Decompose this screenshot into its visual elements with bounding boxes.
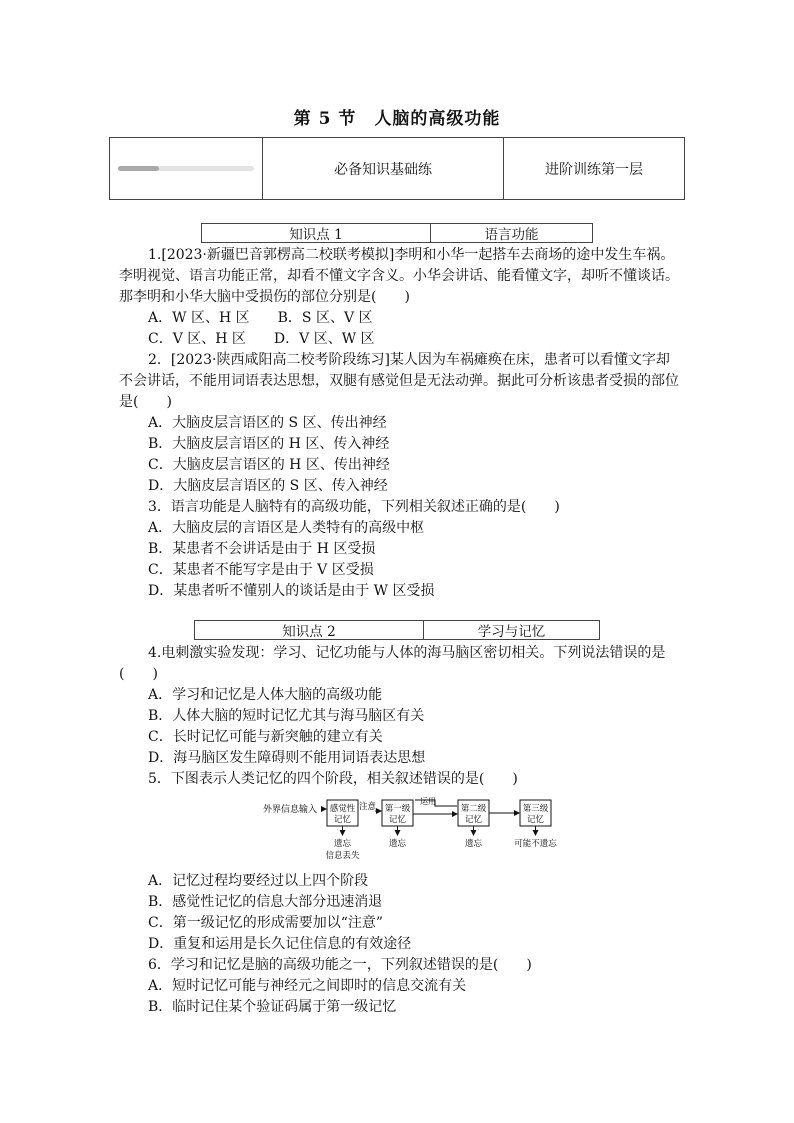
q5-line1: 5．下图表示人类记忆的四个阶段，相关叙述错误的是( ): [148, 771, 518, 787]
section-header-table: [109, 137, 685, 200]
box1-line1: 感觉性: [329, 804, 356, 814]
box1-line2: 记忆: [333, 815, 352, 825]
forget2-label: 遗忘: [388, 839, 407, 849]
q3-option-c: C．某患者不能写字是由于 V 区受损: [148, 562, 374, 578]
box3-line2: 记忆: [464, 815, 483, 825]
q4-line1: 4.电刺激实验发现：学习、记忆功能与人体的海马脑区密切相关。下列说法错误的是: [148, 645, 666, 661]
q5-option-a: A．记忆过程均要经过以上四个阶段: [148, 873, 369, 889]
q4-option-b: B．人体大脑的短时记忆尤其与海马脑区有关: [148, 708, 425, 724]
box2-line1: 第一级: [384, 804, 411, 814]
memory-stages-diagram: [260, 795, 565, 865]
q2-line3: 是( ): [119, 394, 172, 410]
q2-line2: 不会讲话，不能用词语表达思想，双腿有感觉但是无法动弹。据此可分析该患者受损的部位: [119, 373, 679, 389]
progress-cell: [110, 138, 263, 199]
attention-label: 注意: [359, 802, 377, 812]
q6-option-a: A．短时记忆可能与神经元之间即时的信息交流有关: [148, 978, 467, 994]
header-basic-practice: 必备知识基础练: [263, 138, 504, 199]
kp1-topic: 语言功能: [484, 227, 539, 243]
q4-option-c: C．长时记忆可能与新突触的建立有关: [148, 729, 383, 745]
q1-line2: 李明视觉、语言功能正常，却看不懂文字含义。小华会讲话、能看懂文字，却听不懂谈话。: [119, 268, 679, 284]
q1-options-ab: A．W 区、H 区 B．S 区、V 区: [148, 310, 373, 326]
kp2-label: 知识点 2: [195, 621, 424, 639]
forget1-line1: 遗忘: [333, 839, 352, 849]
box3-line1: 第二级: [460, 804, 487, 814]
page-title: 第 5 节 人脑的高级功能: [293, 109, 501, 129]
progress-bar: [118, 166, 254, 171]
q2-option-d: D．大脑皮层言语区的 S 区、传入神经: [148, 478, 388, 494]
q5-option-b: B．感觉性记忆的信息大部分迅速消退: [148, 894, 383, 910]
progress-fill: [118, 166, 159, 171]
q1-options-cd: C．V 区、H 区 D．V 区、W 区: [148, 331, 375, 347]
knowledge-point-2: [194, 620, 600, 640]
q2-option-b: B．大脑皮层言语区的 H 区、传入神经: [148, 436, 390, 452]
q6-line1: 6．学习和记忆是脑的高级功能之一，下列叙述错误的是( ): [148, 957, 532, 973]
q3-option-d: D．某患者听不懂别人的谈话是由于 W 区受损: [148, 583, 435, 599]
header-advanced-practice: 进阶训练第一层: [545, 161, 643, 178]
q3-option-a: A．大脑皮层的言语区是人类特有的高级中枢: [148, 520, 425, 536]
knowledge-point-1: [201, 223, 593, 243]
q3-option-b: B．某患者不会讲话是由于 H 区受损: [148, 541, 376, 557]
q2-option-c: C．大脑皮层言语区的 H 区、传出神经: [148, 457, 390, 473]
box4-line2: 记忆: [526, 815, 545, 825]
q2-line1: 2．[2023·陕西咸阳高二校考阶段练习]某人因为车祸瘫痪在床，患者可以看懂文字却: [148, 352, 670, 368]
q1-line1: 1.[2023·新疆巴音郭楞高二校联考模拟]李明和小华一起搭车去商场的途中发生车祸。: [148, 247, 675, 263]
q4-option-d: D．海马脑区发生障碍则不能用词语表达思想: [148, 750, 426, 766]
q5-option-c: C．第一级记忆的形成需要加以“注意”: [148, 915, 384, 931]
forget1-line2: 信息丢失: [325, 851, 360, 861]
q2-option-a: A．大脑皮层言语区的 S 区、传出神经: [148, 415, 387, 431]
q3-line1: 3．语言功能是人脑特有的高级功能，下列相关叙述正确的是( ): [148, 499, 560, 515]
never-forget-label: 可能不遗忘: [514, 839, 557, 849]
use-label: 运用: [420, 797, 436, 806]
forget3-label: 遗忘: [464, 839, 483, 849]
kp1-label: 知识点 1: [202, 224, 431, 242]
q6-option-b: B．临时记住某个验证码属于第一级记忆: [148, 999, 397, 1015]
q4-option-a: A．学习和记忆是人体大脑的高级功能: [148, 687, 383, 703]
box2-line2: 记忆: [388, 815, 407, 825]
q5-option-d: D．重复和运用是长久记住信息的有效途径: [148, 936, 412, 952]
box4-line1: 第三级: [522, 804, 549, 814]
kp2-topic: 学习与记忆: [477, 624, 546, 640]
diagram-input-label: 外界信息输入: [263, 805, 318, 815]
q4-line2: ( ): [119, 666, 158, 682]
q1-line3: 那李明和小华大脑中受损伤的部位分别是( ): [119, 289, 410, 305]
